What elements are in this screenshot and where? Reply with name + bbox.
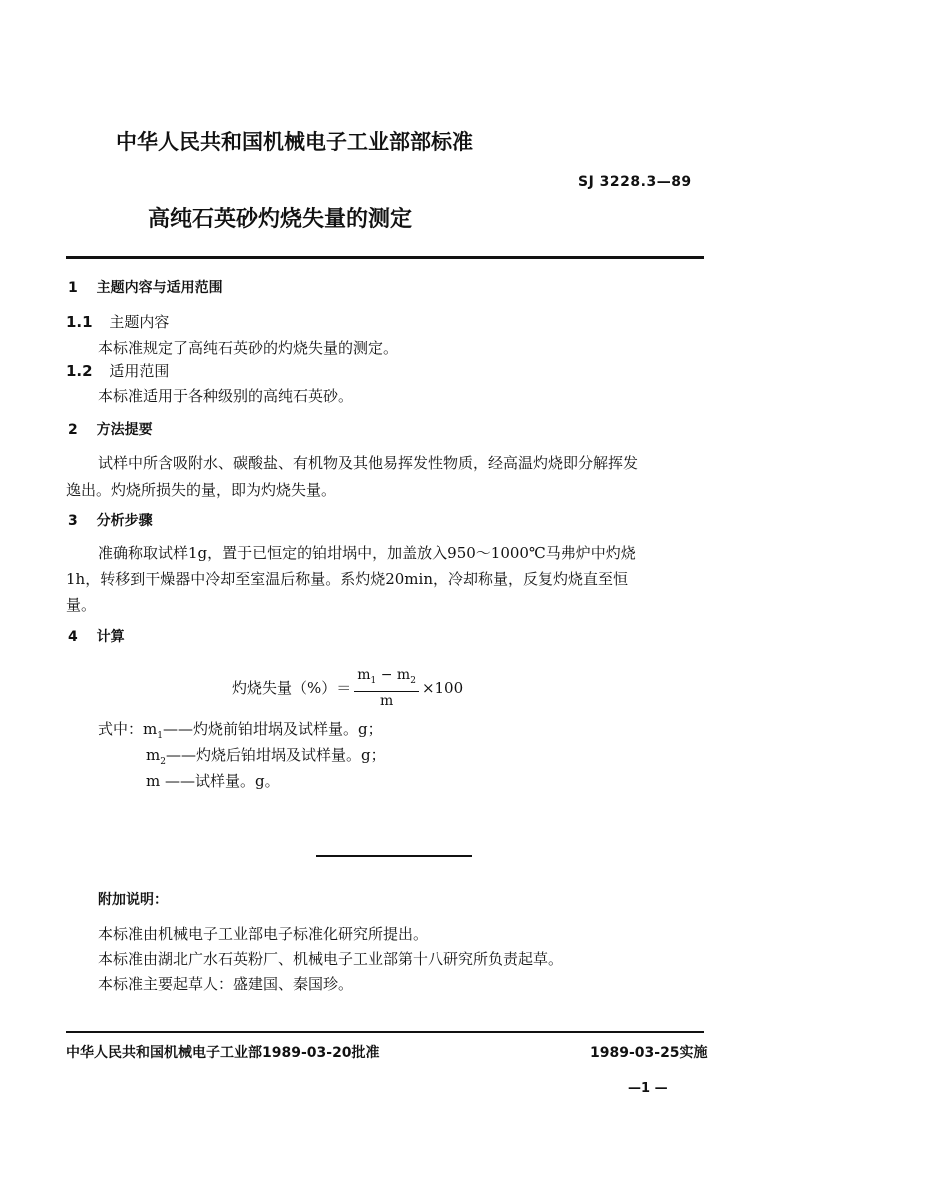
section-3-line-1: 准确称取试样1g，置于已恒定的铂坩埚中，加盖放入950～1000℃马弗炉中灼烧 (98, 544, 636, 562)
notes-line-3: 本标准主要起草人：盛建国、秦国珍。 (98, 975, 354, 993)
section-2-heading (68, 419, 153, 439)
section-2-number: 2 (68, 422, 78, 438)
formula-numerator: $m_1 - m_2$ (354, 666, 419, 692)
section-1-title: 主题内容与适用范围 (96, 280, 223, 296)
effective-date: 1989-03-25实施 (590, 1045, 708, 1061)
section-4-heading (68, 626, 125, 646)
var1-symbol: $m_1$ (143, 720, 163, 741)
var3-symbol: m (146, 772, 161, 790)
footer-rule (66, 1031, 704, 1033)
header-rule (66, 256, 704, 259)
var1-description: ——灼烧前铂坩埚及试样量。g； (162, 720, 383, 738)
where-line-3 (146, 768, 280, 794)
subsection-1-2-number: 1.2 (66, 362, 93, 380)
section-2-line-1: 试样中所含吸附水、碳酸盐、有机物及其他易挥发性物质，经高温灼烧即分解挥发 (98, 454, 639, 472)
end-rule (316, 855, 472, 857)
doc-title: 高纯石英砂灼烧失量的测定 (148, 207, 413, 232)
approval-text: 中华人民共和国机械电子工业部1989-03-20批准 (66, 1045, 380, 1061)
section-2-line-2: 逸出。灼烧所损失的量，即为灼烧失量。 (66, 481, 337, 499)
section-4-number: 4 (68, 629, 78, 645)
subsection-1-2-label: 适用范围 (109, 362, 170, 380)
var3-description: ——试样量。g。 (160, 772, 280, 790)
formula-denominator: m (379, 692, 394, 709)
notes-heading: 附加说明： (98, 892, 168, 908)
where-label: 式中： (98, 720, 144, 738)
var2-description: ——灼烧后铂坩埚及试样量。g； (165, 746, 386, 764)
section-1-number: 1 (68, 280, 78, 296)
notes-line-2: 本标准由湖北广水石英粉厂、机械电子工业部第十八研究所负责起草。 (98, 950, 564, 968)
subsection-1-2-heading (66, 358, 169, 384)
subsection-1-2-text: 本标准适用于各种级别的高纯石英砂。 (98, 387, 354, 405)
org-title: 中华人民共和国机械电子工业部部标准 (116, 130, 473, 154)
section-4-title: 计算 (96, 629, 125, 645)
notes-line-1: 本标准由机械电子工业部电子标准化研究所提出。 (98, 925, 429, 943)
formula-fraction (354, 666, 419, 710)
var2-symbol: $m_2$ (146, 746, 166, 767)
formula-rhs: ×100 (421, 678, 464, 697)
section-3-line-2: 1h，转移到干燥器中冷却至室温后称量。系灼烧20min，冷却称量，反复灼烧直至恒 (66, 570, 628, 588)
formula (232, 666, 463, 710)
subsection-1-1-number: 1.1 (66, 313, 93, 331)
section-3-line-3: 量。 (66, 596, 97, 614)
subsection-1-1-heading (66, 309, 169, 335)
section-3-number: 3 (68, 513, 78, 529)
standard-number: SJ 3228.3—89 (578, 174, 692, 190)
formula-lhs: 灼烧失量（%）＝ (232, 679, 352, 698)
section-3-heading (68, 510, 153, 530)
subsection-1-1-label: 主题内容 (109, 313, 170, 331)
section-2-title: 方法提要 (96, 422, 153, 438)
page-number: —1 — (628, 1081, 668, 1096)
section-1-heading (68, 277, 223, 297)
section-3-title: 分析步骤 (96, 513, 153, 529)
subsection-1-1-text: 本标准规定了高纯石英砂的灼烧失量的测定。 (98, 339, 399, 357)
